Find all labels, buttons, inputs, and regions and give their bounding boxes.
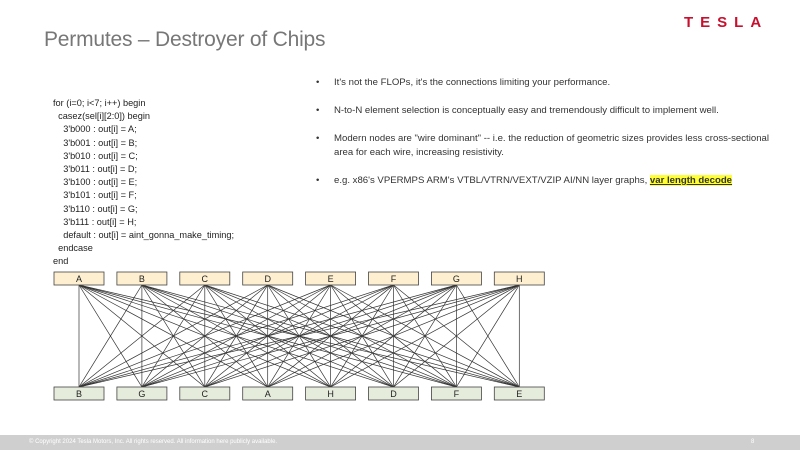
- code-line: 3'b010 : out[i] = C;: [53, 150, 138, 161]
- bullet-item: • Modern nodes are "wire dominant" -- i.e. the reduction of geometric sizes provides less cross-sectional area for each wire, increasing resistivity.: [316, 132, 786, 160]
- bullet-item: • It's not the FLOPs, it's the connections limiting your performance.: [316, 76, 786, 90]
- code-line: 3'b101 : out[i] = F;: [53, 190, 137, 201]
- code-line: 3'b111 : out[i] = H;: [53, 216, 137, 227]
- input-label: F: [390, 274, 397, 284]
- code-line: end: [53, 256, 69, 267]
- output-label: G: [138, 389, 146, 399]
- input-label: G: [452, 274, 460, 284]
- output-label: E: [516, 389, 523, 399]
- code-line: default : out[i] = aint_gonna_make_timing;: [53, 230, 235, 241]
- code-line: 3'b100 : out[i] = E;: [53, 177, 138, 188]
- output-label: H: [327, 389, 334, 399]
- input-label: B: [138, 274, 145, 284]
- tesla-logo: TESLA: [684, 14, 769, 31]
- copyright-text: © Copyright 2024 Tesla Motors, Inc. All rights reserved. All information here publicly available.: [29, 439, 278, 445]
- output-label: C: [201, 389, 209, 399]
- input-label: C: [201, 274, 209, 284]
- slide-title: Permutes – Destroyer of Chips: [44, 28, 326, 51]
- input-label: E: [327, 274, 334, 284]
- input-label: A: [75, 274, 83, 284]
- bullet-text: e.g. x86's VPERMPS ARM's VTBL/VTRN/VEXT/VZIP AI/NN layer graphs,: [334, 175, 650, 186]
- code-line: 3'b001 : out[i] = B;: [53, 137, 138, 148]
- footer: [0, 435, 800, 450]
- input-label: D: [264, 274, 271, 284]
- code-line: casez(sel[i][2:0]) begin: [53, 111, 151, 122]
- page-number: 8: [751, 439, 755, 445]
- code-line: endcase: [53, 243, 93, 254]
- output-label: A: [264, 389, 271, 399]
- bullet-item: • N-to-N element selection is conceptually easy and tremendously difficult to implement well.: [316, 104, 786, 118]
- code-line: 3'b011 : out[i] = D;: [53, 164, 138, 175]
- output-label: D: [390, 389, 397, 399]
- code-line: 3'b110 : out[i] = G;: [53, 203, 138, 214]
- output-label: F: [453, 389, 460, 399]
- highlighted-text: var length decode: [649, 175, 733, 186]
- code-line: for (i=0; i<7; i++) begin: [53, 98, 146, 108]
- output-label: B: [75, 389, 83, 399]
- code-line: 3'b000 : out[i] = A;: [53, 124, 137, 135]
- input-label: H: [516, 274, 523, 284]
